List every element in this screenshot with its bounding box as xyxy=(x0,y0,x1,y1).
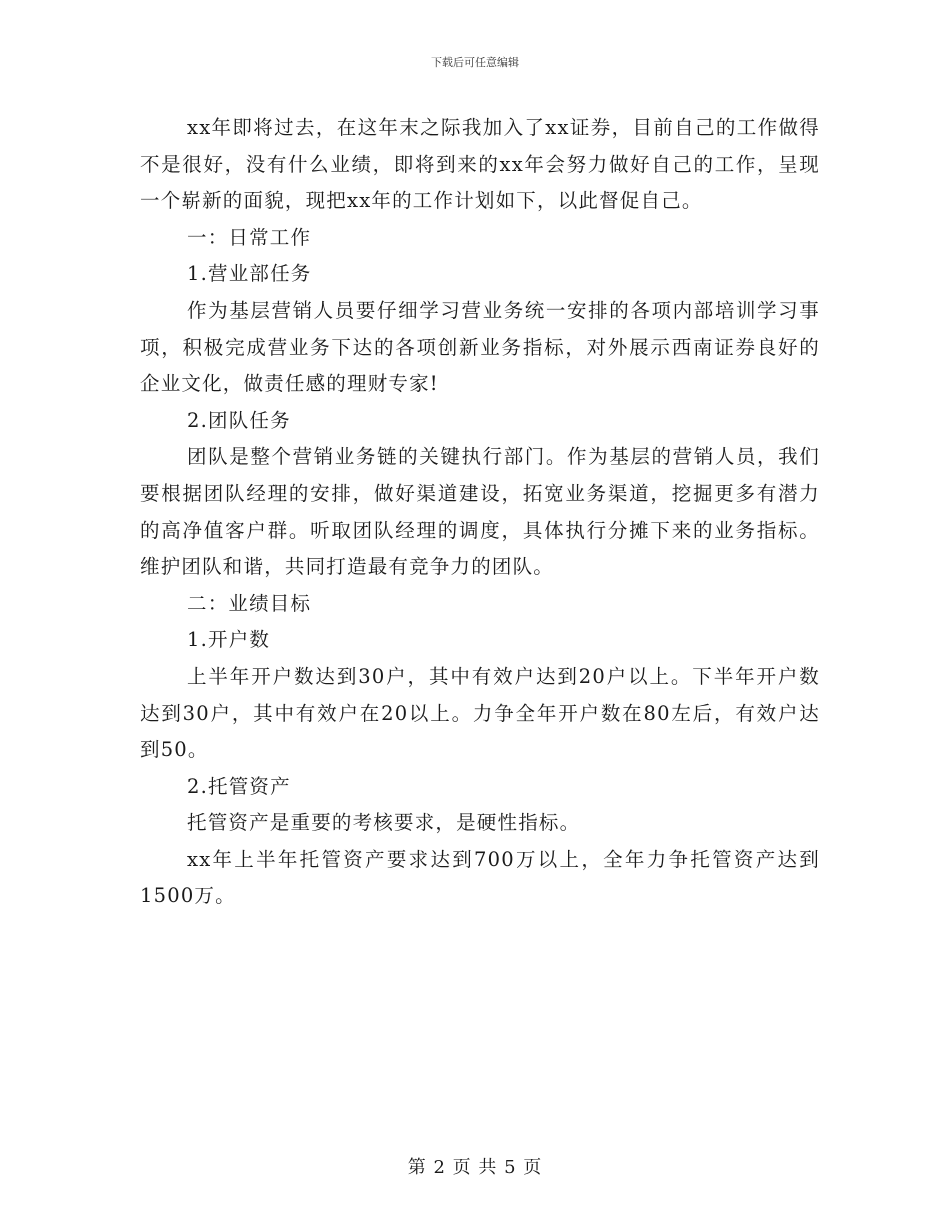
team-tasks-paragraph: 团队是整个营销业务链的关键执行部门。作为基层的营销人员，我们要根据团队经理的安排，做好渠道建设，拓宽业务渠道，挖掘更多有潜力的高净值客户群。听取团队经理的调度，具体执行分摊下来的业务指标。维护团队和谐，共同打造最有竞争力的团队。 xyxy=(140,445,820,579)
subheading-team-tasks: 2.团队任务 xyxy=(187,408,291,432)
page-header: 下载后可任意编辑 xyxy=(431,56,519,69)
page-number: 第 2 页 共 5 页 xyxy=(407,1157,543,1178)
custody-target-paragraph: xx年上半年托管资产要求达到700万以上，全年力争托管资产达到1500万。 xyxy=(140,847,820,908)
section-heading-daily-work: 一：日常工作 xyxy=(187,225,312,249)
account-openings-paragraph: 上半年开户数达到30户，其中有效户达到20户以上。下半年开户数达到30户，其中有效户在20以上。力争全年开户数在80左后，有效户达到50。 xyxy=(140,664,820,762)
section-heading-performance-goals: 二：业绩目标 xyxy=(187,591,312,615)
subheading-branch-tasks: 1.营业部任务 xyxy=(187,262,312,286)
subheading-custody-assets: 2.托管资产 xyxy=(187,774,291,798)
custody-assets-paragraph: 托管资产是重要的考核要求，是硬性指标。 xyxy=(187,811,581,835)
branch-tasks-paragraph: 作为基层营销人员要仔细学习营业务统一安排的各项内部培训学习事项，积极完成营业务下达的各项创新业务指标，对外展示西南证券良好的企业文化，做责任感的理财专家! xyxy=(140,298,820,396)
intro-paragraph: xx年即将过去，在这年末之际我加入了xx证券，目前自己的工作做得不是很好，没有什么业绩，即将到来的xx年会努力做好自己的工作，呈现一个崭新的面貌，现把xx年的工作计划如下，以此督促自己。 xyxy=(140,116,820,213)
document-body xyxy=(140,110,820,915)
subheading-account-openings: 1.开户数 xyxy=(187,628,271,652)
